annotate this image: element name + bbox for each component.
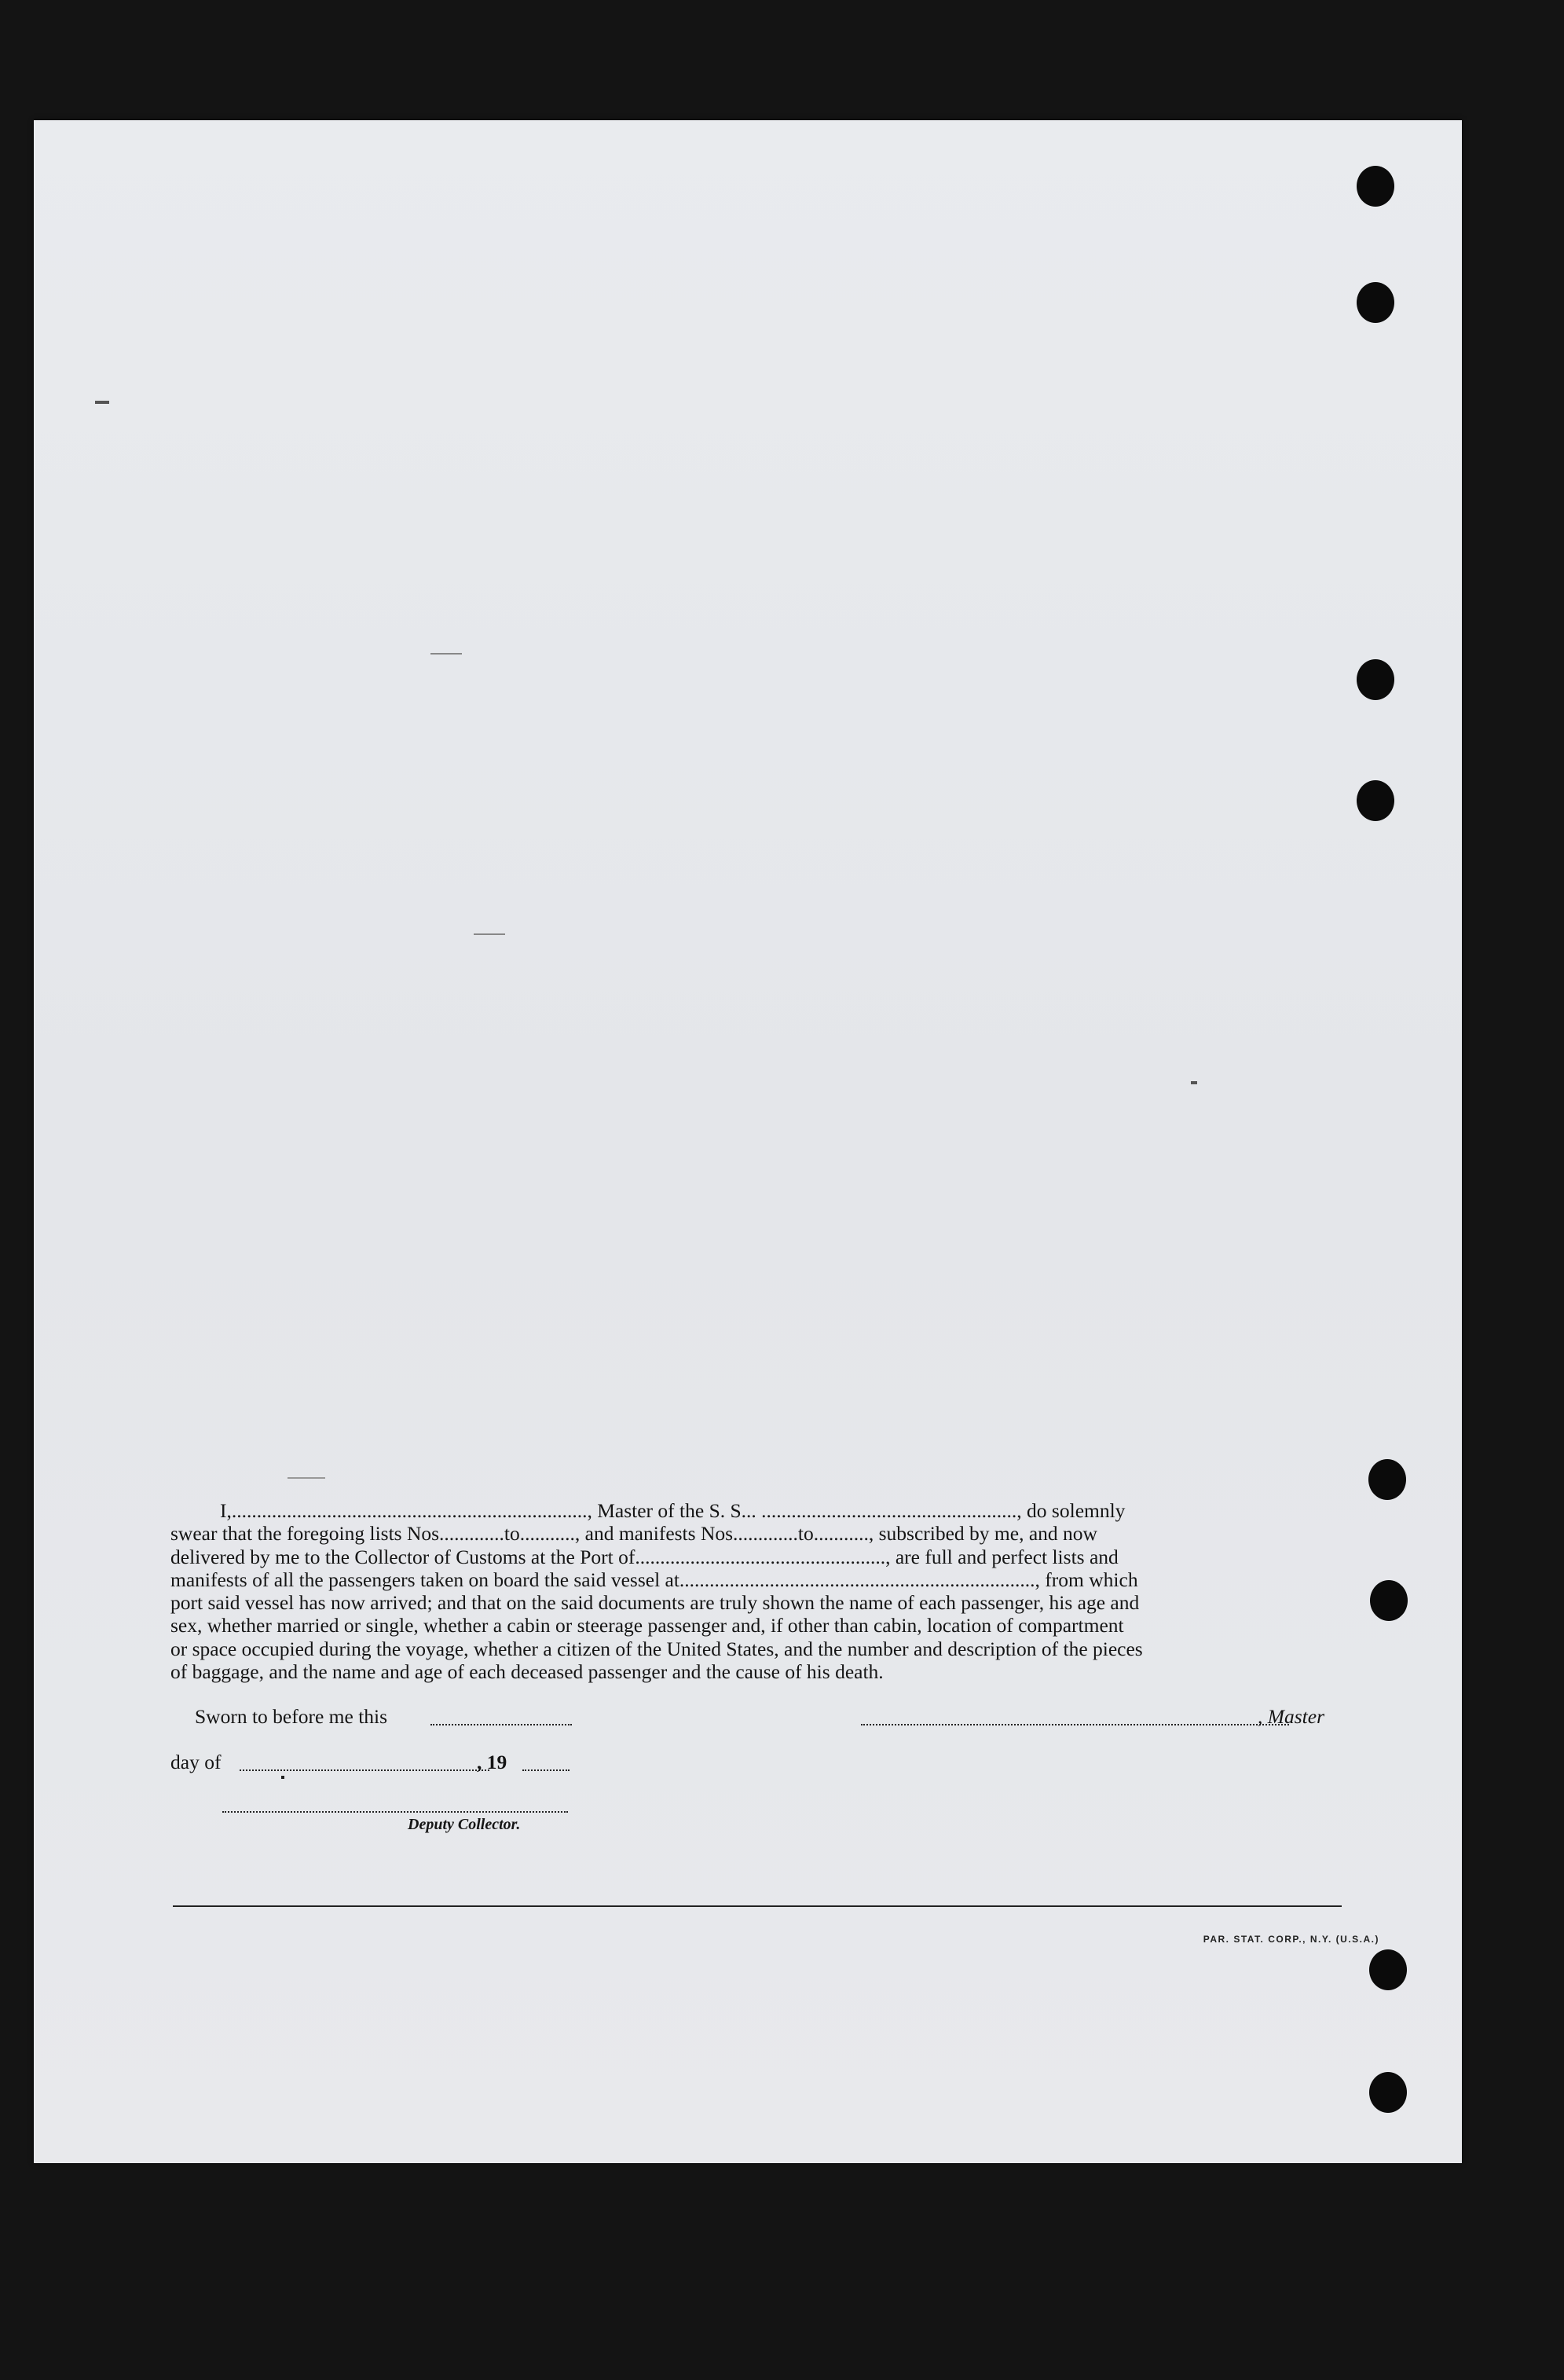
paper-speck xyxy=(95,401,109,404)
oath-line: of baggage, and the name and age of each deceased passenger and the cause of his death. xyxy=(170,1660,884,1684)
oath-line: port said vessel has now arrived; and that on the said documents are truly shown the name of each passenger, his age and xyxy=(170,1591,1140,1615)
year-blank xyxy=(522,1769,570,1771)
master-label-text: , Master xyxy=(1258,1705,1324,1728)
paper-speck xyxy=(1191,1081,1197,1084)
master-signature-blank xyxy=(861,1724,1289,1725)
day-of-blank xyxy=(240,1769,489,1771)
oath-line: manifests of all the passengers taken on board the said vessel at......................................................................., from which xyxy=(170,1568,1138,1591)
oath-line: or space occupied during the voyage, whether a citizen of the United States, and the number and description of the pieces xyxy=(170,1637,1143,1660)
deputy-signature-blank xyxy=(222,1811,568,1813)
paper-speck xyxy=(474,933,505,935)
paper-speck xyxy=(281,1776,284,1779)
oath-paragraph xyxy=(170,1499,1342,1683)
oath-line: delivered by me to the Collector of Customs at the Port of.................................................., are full and perfect lists and xyxy=(170,1545,1119,1568)
deputy-collector-label: Deputy Collector. xyxy=(408,1816,521,1833)
binder-hole xyxy=(1357,659,1394,700)
document-sheet xyxy=(34,120,1462,2163)
oath-line: sex, whether married or single, whether a cabin or steerage passenger and, if other than cabin, location of compartment xyxy=(170,1614,1124,1637)
binder-hole xyxy=(1369,1949,1407,1990)
binder-hole xyxy=(1357,166,1394,207)
paper-speck xyxy=(288,1477,325,1479)
paper-speck xyxy=(430,653,462,655)
binder-hole xyxy=(1357,282,1394,323)
master-label xyxy=(1258,1705,1324,1729)
printer-imprint: PAR. STAT. CORP., N.Y. (U.S.A.) xyxy=(1203,1934,1379,1945)
binder-hole xyxy=(1370,1580,1408,1621)
day-of-label: day of xyxy=(170,1751,222,1773)
year-prefix: , 19 xyxy=(477,1751,507,1773)
binder-hole xyxy=(1369,2072,1407,2113)
binder-hole xyxy=(1357,780,1394,821)
binder-hole xyxy=(1368,1459,1406,1500)
sworn-date-blank xyxy=(430,1724,572,1725)
sworn-label: Sworn to before me this xyxy=(195,1705,388,1728)
footer-rule xyxy=(173,1905,1342,1907)
oath-line: swear that the foregoing lists Nos.............to..........., and manifests Nos.............to..........., subscribed by me, and now xyxy=(170,1522,1097,1546)
oath-line: I,......................................................................., Master of the S. S... ..................................................., do solemnly xyxy=(220,1499,1126,1522)
